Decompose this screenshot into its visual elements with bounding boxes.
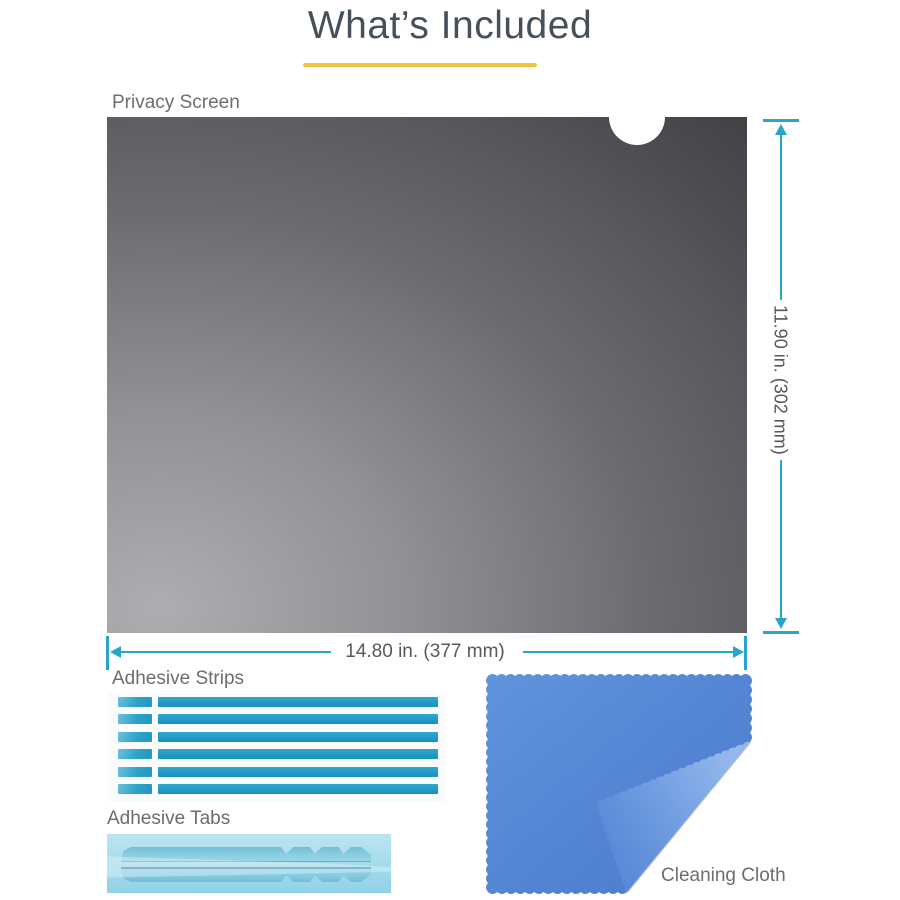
adhesive-strip-short-piece bbox=[118, 767, 152, 777]
width-dim-line-left bbox=[121, 651, 331, 653]
height-dim-line-top bbox=[780, 133, 782, 300]
height-dim-arrow-down-icon bbox=[775, 618, 787, 629]
adhesive-strip-short-piece bbox=[118, 697, 152, 707]
width-dim-right-cap bbox=[744, 636, 747, 670]
adhesive-strip-long-piece bbox=[158, 784, 438, 794]
adhesive-strip bbox=[118, 784, 438, 794]
privacy-screen-label: Privacy Screen bbox=[112, 92, 240, 113]
adhesive-strip-short-piece bbox=[118, 714, 152, 724]
adhesive-strip-long-piece bbox=[158, 714, 438, 724]
screen-notch bbox=[609, 89, 665, 145]
tab-sheet-sheen bbox=[107, 834, 391, 893]
height-dim-label: 11.90 in. (302 mm) bbox=[770, 305, 791, 455]
height-dim-bottom-cap bbox=[763, 631, 799, 634]
adhesive-strips-sheet bbox=[108, 692, 446, 802]
adhesive-strip bbox=[118, 767, 438, 777]
adhesive-strip-short-piece bbox=[118, 732, 152, 742]
adhesive-strip bbox=[118, 714, 438, 724]
adhesive-strip-long-piece bbox=[158, 697, 438, 707]
adhesive-strips-label: Adhesive Strips bbox=[112, 668, 245, 689]
cleaning-cloth-image bbox=[483, 669, 757, 897]
width-dim-line-right bbox=[523, 651, 733, 653]
adhesive-strip-long-piece bbox=[158, 732, 438, 742]
adhesive-strip bbox=[118, 732, 438, 742]
adhesive-strip-short-piece bbox=[118, 749, 152, 759]
adhesive-tabs-label: Adhesive Tabs bbox=[107, 808, 231, 829]
height-dim-line-bottom bbox=[780, 460, 782, 618]
title-underline bbox=[303, 63, 537, 67]
width-dim-arrow-right-icon bbox=[733, 646, 744, 658]
page-title: What’s Included bbox=[307, 4, 593, 47]
adhesive-strip-long-piece bbox=[158, 749, 438, 759]
adhesive-strip-long-piece bbox=[158, 767, 438, 777]
adhesive-strip bbox=[118, 697, 438, 707]
width-dim-left-cap bbox=[106, 636, 109, 670]
adhesive-strip bbox=[118, 749, 438, 759]
height-dim-top-cap bbox=[763, 119, 799, 122]
adhesive-tabs-sheet bbox=[107, 834, 391, 893]
width-dim-label: 14.80 in. (377 mm) bbox=[345, 641, 505, 662]
adhesive-strip-short-piece bbox=[118, 784, 152, 794]
privacy-screen-image bbox=[107, 117, 747, 633]
width-dim-arrow-left-icon bbox=[110, 646, 121, 658]
cleaning-cloth-label: Cleaning Cloth bbox=[661, 865, 786, 886]
